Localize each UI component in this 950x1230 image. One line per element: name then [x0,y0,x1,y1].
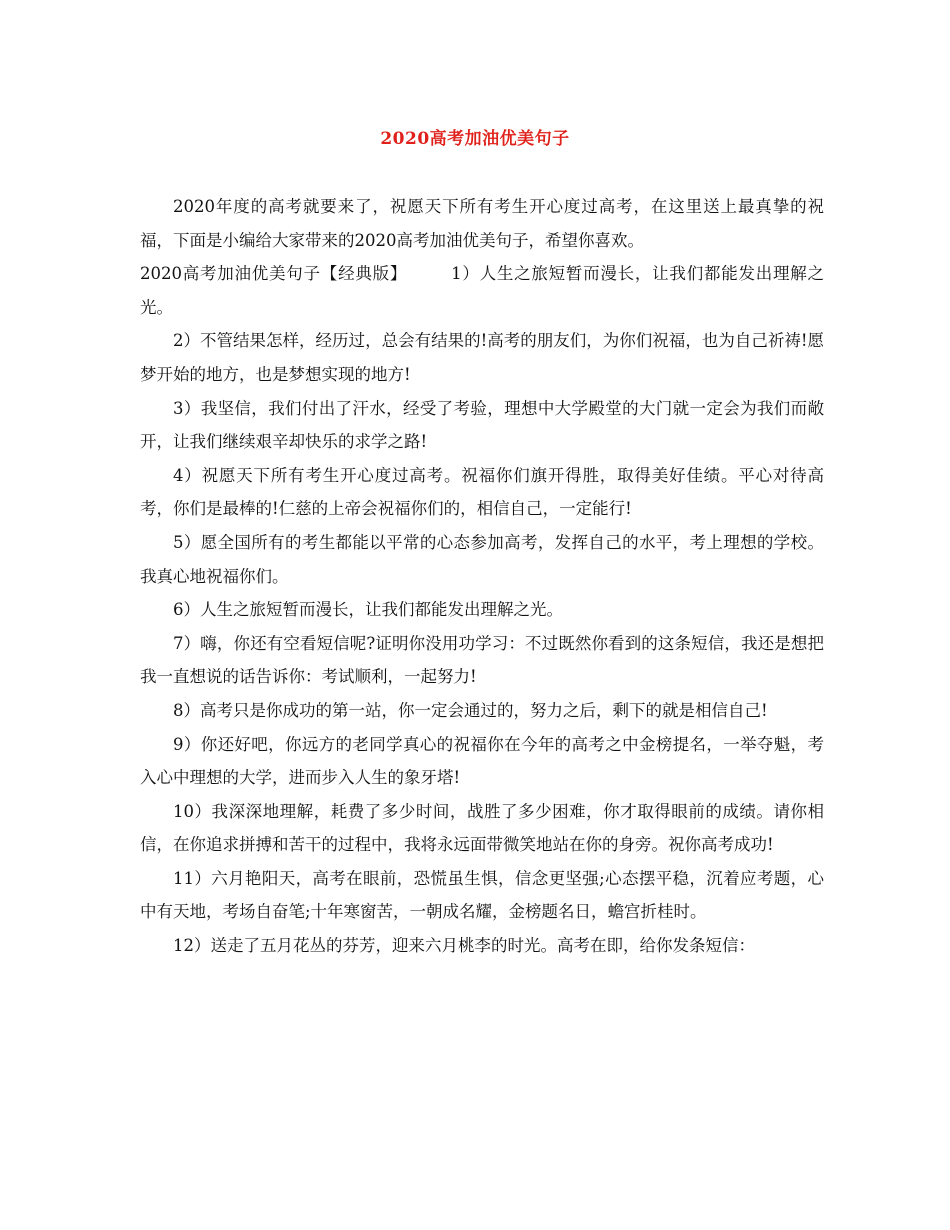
intro-paragraph: 2020年度的高考就要来了，祝愿天下所有考生开心度过高考，在这里送上最真挚的祝福，下面是小编给大家带来的2020高考加油优美句子，希望你喜欢。 [140,197,824,250]
first-item: 1）人生之旅短暂而漫长，让我们都能发出理解之光。 [140,264,824,317]
document-title: 2020高考加油优美句子 [380,129,570,149]
list-item: 4）祝愿天下所有考生开心度过高考。祝福你们旗开得胜，取得美好佳绩。平心对待高考，你们是最棒的!仁慈的上帝会祝福你们的，相信自己，一定能行! [140,465,824,519]
list-item: 11）六月艳阳天，高考在眼前，恐慌虽生惧，信念更坚强;心态摆平稳，沉着应考题，心中有天地，考场自奋笔;十年寒窗苦，一朝成名耀，金榜题名日，蟾宫折桂时。 [140,868,824,922]
list-item: 6）人生之旅短暂而漫长，让我们都能发出理解之光。 [173,600,563,620]
list-item: 10）我深深地理解，耗费了多少时间，战胜了多少困难，你才取得眼前的成绩。请你相信，在你追求拼搏和苦干的过程中，我将永远面带微笑地站在你的身旁。祝你高考成功! [140,801,824,855]
list-item: 5）愿全国所有的考生都能以平常的心态参加高考，发挥自己的水平，考上理想的学校。我真心地祝福你们。 [140,532,824,586]
list-item: 7）嗨，你还有空看短信呢?证明你没用功学习：不过既然你看到的这条短信，我还是想把我一直想说的话告诉你：考试顺利，一起努力! [140,633,824,687]
list-item: 8）高考只是你成功的第一站，你一定会通过的，努力之后，剩下的就是相信自己! [173,700,768,720]
list-item: 3）我坚信，我们付出了汗水，经受了考验，理想中大学殿堂的大门就一定会为我们而敞开，让我们继续艰辛却快乐的求学之路! [140,398,824,452]
section-heading-paragraph [140,257,824,324]
section-heading: 2020高考加油优美句子【经典版】 [140,264,408,284]
list-item: 12）送走了五月花丛的芬芳，迎来六月桃李的时光。高考在即，给你发条短信： [173,936,755,956]
list-item: 2）不管结果怎样，经历过，总会有结果的!高考的朋友们，为你们祝福，也为自己祈祷!愿梦开始的地方，也是梦想实现的地方! [140,331,824,384]
list-item: 9）你还好吧，你远方的老同学真心的祝福你在今年的高考之中金榜提名，一举夺魁，考入心中理想的大学，进而步入人生的象牙塔! [140,734,824,788]
document-body [140,190,824,963]
